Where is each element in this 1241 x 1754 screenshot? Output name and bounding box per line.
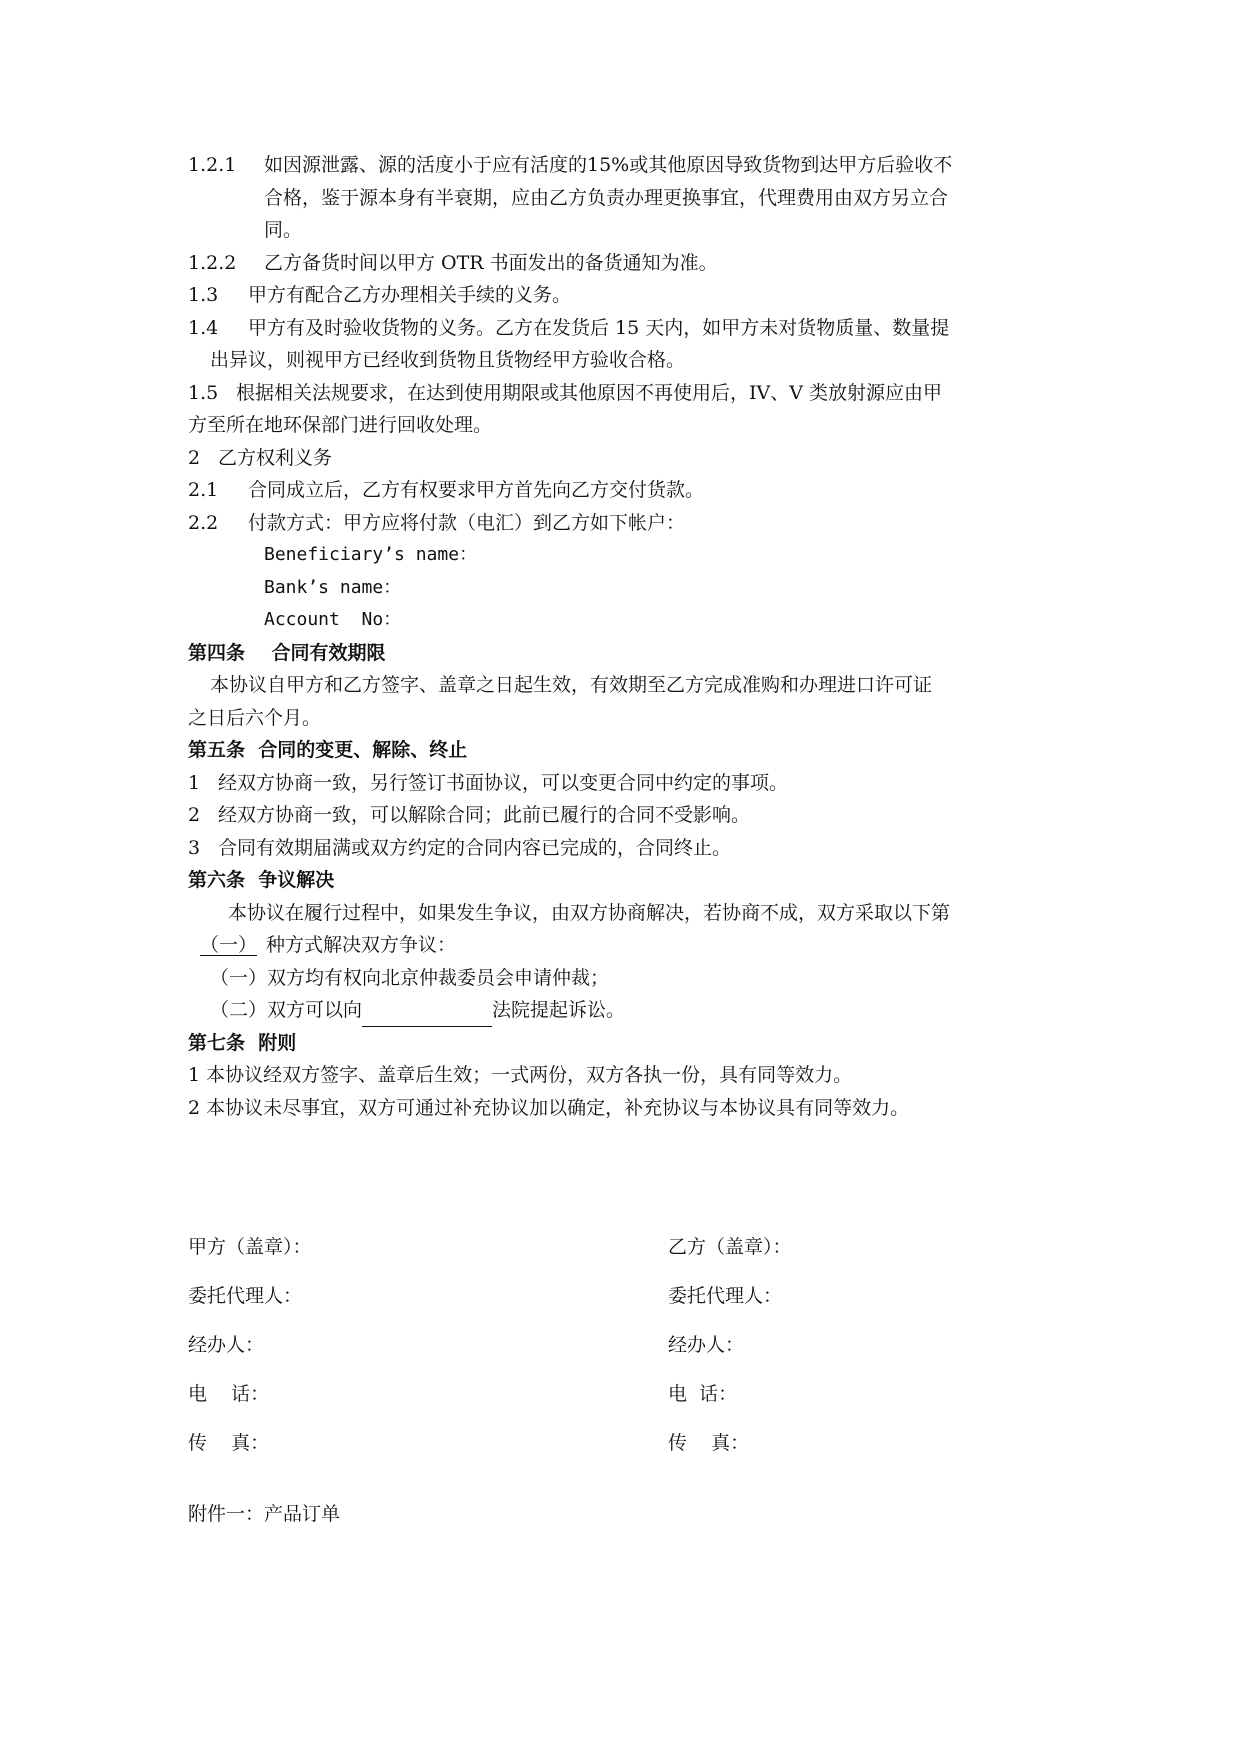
clause-1-2-1 <box>188 149 1068 182</box>
party-b-handler-label: 经办人： <box>668 1334 745 1356</box>
party-b-phone-label: 电 话： <box>668 1383 738 1405</box>
clause-text: 甲方有及时验收货物的义务。乙方在发货后 15 天内，如甲方未对货物质量、数量提 <box>248 316 950 339</box>
clause-1-2-1-cont2: 同。 <box>264 219 303 241</box>
article-5-title: 第五条 合同的变更、解除、终止 <box>188 739 468 761</box>
clause-2-2 <box>188 507 1068 540</box>
section-2-heading <box>188 442 1068 475</box>
clause-number: 1.2.2 <box>188 251 237 274</box>
clause-1-2-2 <box>188 247 1068 280</box>
article-7-title: 第七条 附则 <box>188 1031 297 1054</box>
article-6-title: 第六条 争议解决 <box>188 869 335 891</box>
signature-row <box>188 1231 1068 1280</box>
clause-text: 合同成立后，乙方有权要求甲方首先向乙方交付货款。 <box>248 479 705 501</box>
account-number-field: Account No： <box>264 609 402 630</box>
clause-number: 2.2 <box>188 511 219 534</box>
item-number: 3 <box>188 836 201 859</box>
article-7-item-1: 1 本协议经双方签字、盖章后生效；一式两份，双方各执一份，具有同等效力。 <box>188 1064 853 1086</box>
clause-text: 付款方式：甲方应将付款（电汇）到乙方如下帐户： <box>248 511 686 534</box>
clause-text: 如因源泄露、源的活度小于应有活度的15%或其他原因导致货物到达甲方后验收不 <box>264 154 953 176</box>
item-number: 2 <box>188 804 201 826</box>
signature-row <box>188 1427 1068 1476</box>
dispute-choice: （一） <box>200 934 258 956</box>
clause-1-4 <box>188 312 1068 345</box>
clause-1-4-cont: 出异议，则视甲方已经收到货物且货物经甲方验收合格。 <box>210 349 686 371</box>
clause-number: 1.4 <box>188 316 219 339</box>
item-text: 经双方协商一致，另行签订书面协议，可以变更合同中约定的事项。 <box>218 771 789 794</box>
dispute-option-2 <box>188 994 1068 1027</box>
article-5-item-1 <box>188 767 1068 800</box>
clause-text: 甲方有配合乙方办理相关手续的义务。 <box>248 284 572 306</box>
party-a-seal-label: 甲方（盖章）： <box>188 1236 312 1258</box>
item-number: 1 <box>188 771 201 794</box>
clause-number: 1.2.1 <box>188 154 237 176</box>
contract-body <box>188 149 1068 1124</box>
article-6-text-cont: 种方式解决双方争议： <box>266 934 457 956</box>
beneficiary-name-field: Beneficiary’s name： <box>264 544 478 565</box>
signature-row <box>188 1378 1068 1427</box>
party-b-agent-label: 委托代理人： <box>668 1285 783 1307</box>
dispute-option-2-text-cont: 法院提起诉讼。 <box>492 999 626 1021</box>
clause-1-2-1-cont: 合格，鉴于源本身有半衰期，应由乙方负责办理更换事宜，代理费用由双方另立合 <box>264 186 949 209</box>
clause-number: 2.1 <box>188 479 219 501</box>
clause-text: 乙方备货时间以甲方 OTR 书面发出的备货通知为准。 <box>264 251 718 274</box>
article-5-item-2 <box>188 799 1068 832</box>
item-text: 合同有效期届满或双方约定的合同内容已完成的，合同终止。 <box>218 836 732 859</box>
article-4-text-cont: 之日后六个月。 <box>188 706 322 729</box>
clause-number: 2 <box>188 446 201 469</box>
party-a-fax-label: 传 真： <box>188 1432 270 1454</box>
bank-name-field: Bank’s name： <box>264 576 402 598</box>
article-5-item-3 <box>188 832 1068 865</box>
signature-block <box>188 1231 1068 1476</box>
dispute-option-2-text: （二）双方可以向 <box>210 999 363 1021</box>
party-a-handler-label: 经办人： <box>188 1334 265 1356</box>
item-text: 经双方协商一致，可以解除合同；此前已履行的合同不受影响。 <box>218 804 751 826</box>
party-a-agent-label: 委托代理人： <box>188 1285 303 1307</box>
article-6-choice-line <box>188 929 1068 962</box>
party-b-seal-label: 乙方（盖章）： <box>668 1236 792 1258</box>
dispute-option-1: （一）双方均有权向北京仲裁委员会申请仲裁； <box>210 966 610 989</box>
clause-1-5 <box>188 377 1068 410</box>
clause-number: 1.3 <box>188 284 219 306</box>
clause-2-1 <box>188 474 1068 507</box>
clause-1-5-cont: 方至所在地环保部门进行回收处理。 <box>188 414 493 436</box>
clause-text: 乙方权利义务 <box>218 446 333 469</box>
signature-row <box>188 1280 1068 1329</box>
clause-1-3 <box>188 279 1068 312</box>
clause-number: 1.5 <box>188 381 219 404</box>
article-6-text: 本协议在履行过程中，如果发生争议，由双方协商解决，若协商不成，双方采取以下第 <box>228 901 951 924</box>
court-name-blank <box>362 1002 492 1027</box>
party-a-phone-label: 电 话： <box>188 1383 270 1405</box>
clause-text: 根据相关法规要求，在达到使用期限或其他原因不再使用后，IV、V 类放射源应由甲 <box>236 381 942 404</box>
article-7-item-2: 2 本协议未尽事宜，双方可通过补充协议加以确定，补充协议与本协议具有同等效力。 <box>188 1096 910 1119</box>
signature-row <box>188 1329 1068 1378</box>
attachment-note: 附件一：产品订单 <box>188 1503 341 1525</box>
party-b-fax-label: 传 真： <box>668 1432 750 1454</box>
article-4-title: 第四条 合同有效期限 <box>188 641 386 664</box>
article-4-text: 本协议自甲方和乙方签字、盖章之日起生效，有效期至乙方完成准购和办理进口许可证 <box>210 674 933 696</box>
